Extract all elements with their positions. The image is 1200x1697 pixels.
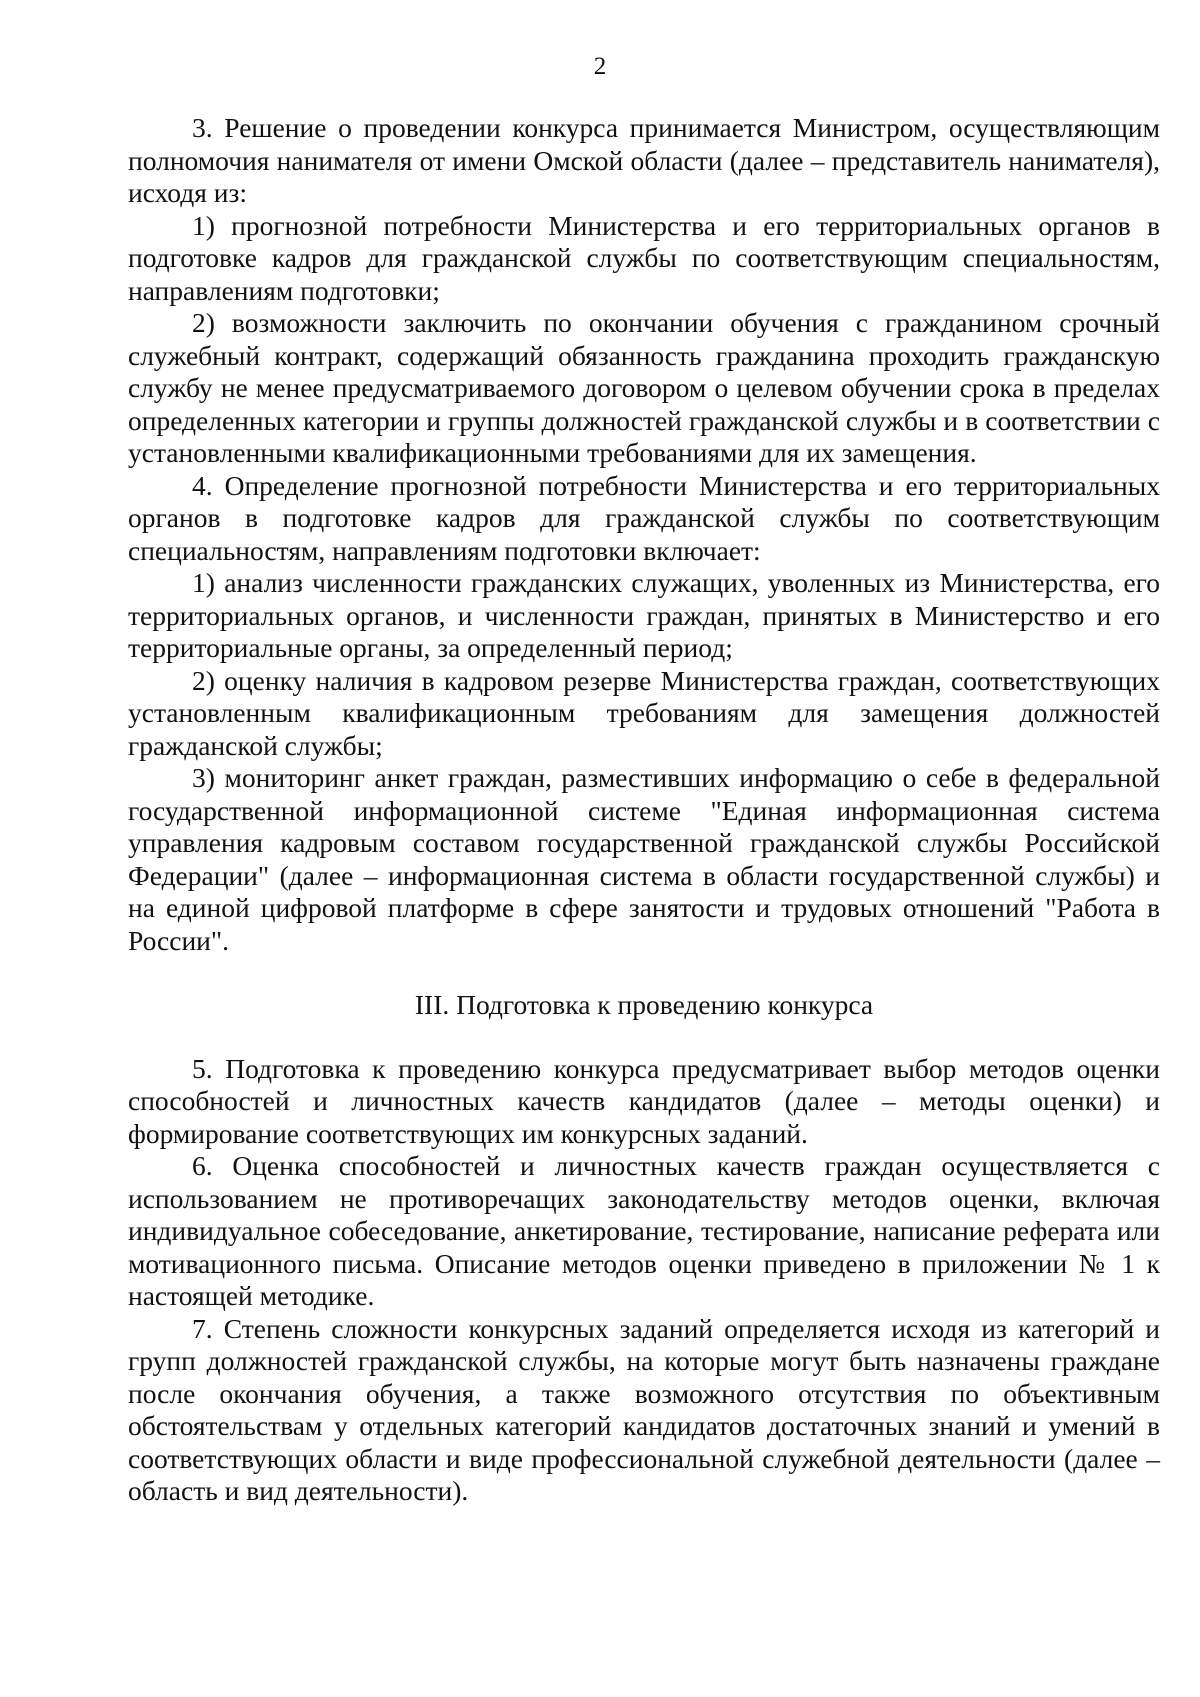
paragraph-4: 4. Определение прогнозной потребности Министерства и его территориальных органов в подготовке кадров для гражданской службы по соответствующим специальностям, направлениям подготовки включает:: [128, 469, 1160, 566]
paragraph-3-item-2: 2) возможности заключить по окончании обучения с гражданином срочный служебный контракт, содержащий обязанность гражданина проходить гражданскую службу не менее предусматриваемого договором о целевом обучении срока в пределах определенных категории и группы должностей гражданской службы и в соответствии с установленными квалификационными требованиями для их замещения.: [128, 307, 1160, 468]
paragraph-5: 5. Подготовка к проведению конкурса предусматривает выбор методов оценки способностей и личностных качеств кандидатов (далее – методы оценки) и формирование соответствующих им конкурсных заданий.: [128, 1052, 1160, 1149]
paragraph-6: 6. Оценка способностей и личностных качеств граждан осуществляется с использованием не противоречащих законодательству методов оценки, включая индивидуальное собеседование, анкетирование, тестирование, написание реферата или мотивационного письма. Описание методов оценки приведено в приложении № 1 к настоящей методике.: [128, 1150, 1160, 1311]
paragraph-3: 3. Решение о проведении конкурса принимается Министром, осуществляющим полномочия нанимателя от имени Омской области (далее – представитель нанимателя), исходя из:: [128, 112, 1160, 208]
page-number: 2: [593, 53, 607, 80]
section-heading: III. Подготовка к проведению конкурса: [414, 989, 874, 1020]
paragraph-4-item-2: 2) оценку наличия в кадровом резерве Министерства граждан, соответствующих установленным квалификационным требованиям для замещения должностей гражданской службы;: [128, 664, 1160, 761]
paragraph-4-item-3: 3) мониторинг анкет граждан, разместивших информацию о себе в федеральной государственной информационной системе "Единая информационная система управления кадровым составом государственной гражданской службы Российской Федерации" (далее – информационная система в области государственной службы) и на единой цифровой платформе в сфере занятости и трудовых отношений "Работа в России".: [128, 762, 1160, 956]
paragraph-3-item-1: 1) прогнозной потребности Министерства и его территориальных органов в подготовке кадров для гражданской службы по соответствующим специальностям, направлениям подготовки;: [128, 209, 1160, 306]
paragraph-4-item-1: 1) анализ численности гражданских служащих, уволенных из Министерства, его территориальных органов, и численности граждан, принятых в Министерство и его территориальные органы, за определенный период;: [128, 567, 1160, 663]
document-body: [128, 112, 1160, 1508]
paragraph-7: 7. Степень сложности конкурсных заданий определяется исходя из категорий и групп должностей гражданской службы, на которые могут быть назначены граждане после окончания обучения, а также возможного отсутствия по объективным обстоятельствам у отдельных категорий кандидатов достаточных знаний и умений в соответствующих области и виде профессиональной служебной деятельности (далее – область и вид деятельности).: [128, 1312, 1160, 1506]
